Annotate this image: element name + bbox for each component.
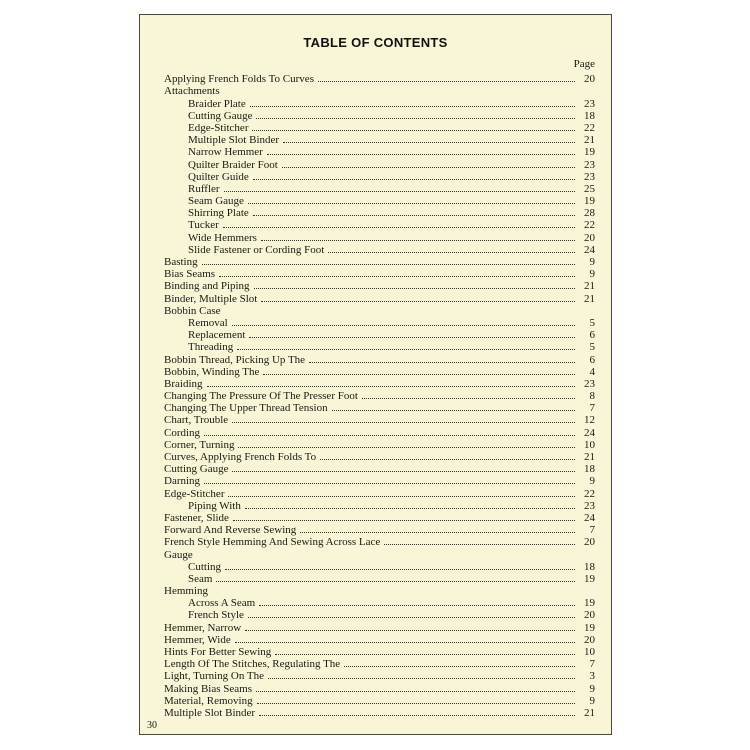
toc-entry [164,524,595,536]
toc-entry-title: Binding and Piping [164,280,250,293]
toc-entry-page-number: 24 [584,243,595,256]
dot-leader [232,422,575,423]
folio-number: 30 [147,720,157,731]
toc-entry-title: Seam Gauge [188,195,244,208]
toc-entry-title: Across A Seam [188,597,256,610]
toc-entry-title: Hemmer, Narrow [164,621,242,634]
toc-entry [164,390,595,402]
toc-entry-title: Narrow Hemmer [188,146,263,159]
dot-leader [318,81,575,82]
toc-entry [164,353,595,365]
toc-entry-page-number: 6 [589,353,595,366]
toc-entry-title: Cutting Gauge [164,463,229,476]
toc-entry-title: Length Of The Stitches, Regulating The [164,658,341,671]
toc-entry-title: Threading [188,341,234,354]
toc-entry-page-number: 24 [584,426,595,439]
toc-entry-title: Binder, Multiple Slot [164,292,258,305]
dot-leader [259,605,575,606]
dot-leader [216,581,575,582]
toc-entry-page-number: 9 [589,694,595,707]
toc-entry-page-number: 21 [584,706,595,719]
toc-entry-page-number: 9 [589,682,595,695]
dot-leader [267,154,575,155]
toc-entry-page-number: 21 [584,451,595,463]
dot-leader [309,362,575,363]
toc-entry-title: Hemming [164,585,208,598]
toc-entry [164,146,595,158]
toc-entry-title: Edge-Stitcher [188,121,249,134]
toc-entry-title: Fastener, Slide [164,511,229,524]
toc-entry [164,134,595,146]
toc-entry-page-number: 18 [584,463,595,476]
toc-entry [164,280,595,292]
page-title: TABLE OF CONTENTS [303,35,448,50]
toc-entry [164,97,595,109]
dot-leader [248,617,575,618]
toc-entry [164,317,595,329]
dot-leader [245,508,575,509]
dot-leader [253,215,575,216]
toc-entry [164,426,595,438]
dot-leader [245,630,575,631]
toc-entry [164,487,595,499]
toc-entry [164,219,595,231]
dot-leader [259,715,575,716]
toc-entry-title: Attachments [164,85,220,98]
toc-entry-title: Seam [188,572,213,585]
toc-entry-page-number: 25 [584,182,595,195]
dot-leader [256,691,575,692]
toc-entry [164,439,595,451]
toc-entry-page-number: 20 [584,73,595,86]
toc-entry-page-number: 6 [589,329,595,342]
toc-entry-title: Bobbin Case [164,304,221,317]
toc-entry [164,207,595,219]
toc-entry-page-number: 23 [584,377,595,390]
toc-entry [164,244,595,256]
toc-entry [164,573,595,585]
toc-entry-title: Wide Hemmers [188,231,257,244]
toc-entry [164,183,595,195]
dot-leader [275,654,575,655]
toc-entry-title: Making Bias Seams [164,682,252,695]
toc-entry-title: Ruffler [188,182,220,195]
dot-leader [328,252,575,253]
dot-leader [204,483,575,484]
toc-entry-title: Multiple Slot Binder [188,134,280,147]
toc-entry-page-number: 5 [589,316,595,329]
toc-entry-title: Corner, Turning [164,438,235,451]
toc-entry-title: Curves, Applying French Folds To [164,451,317,463]
toc-entry-page-number: 24 [584,511,595,524]
toc-entry [164,122,595,134]
dot-leader [263,374,575,375]
toc-entry-title: French Style Hemming And Sewing Across Lace [164,536,381,549]
toc-entry-page-number: 9 [589,256,595,268]
toc-entry-title: Bobbin, Winding The [164,365,260,378]
toc-entry-title: Hints For Better Sewing [164,646,272,658]
toc-entry-page-number: 8 [589,390,595,403]
toc-entry [164,85,595,97]
toc-list [164,73,595,719]
toc-entry [164,463,595,475]
toc-entry [164,682,595,694]
toc-entry-page-number: 7 [589,658,595,671]
toc-entry [164,158,595,170]
toc-entry-title: Cording [164,426,201,439]
toc-entry-title: Tucker [188,219,219,232]
toc-entry-page-number: 19 [584,597,595,610]
toc-entry-title: Slide Fastener or Cording Foot [188,243,325,256]
toc-entry [164,268,595,280]
toc-entry [164,561,595,573]
toc-entry-title: Bias Seams [164,268,216,281]
toc-entry [164,548,595,560]
toc-entry-title: Shirring Plate [188,207,249,220]
toc-entry-title: Quilter Braider Foot [188,158,278,171]
dot-leader [362,398,575,399]
toc-entry [164,597,595,609]
toc-entry [164,658,595,670]
dot-leader [207,386,576,387]
toc-entry-title: Edge-Stitcher [164,487,225,500]
toc-entry [164,256,595,268]
toc-entry-page-number: 10 [584,646,595,658]
dot-leader [219,276,575,277]
toc-entry [164,536,595,548]
toc-entry-page-number: 9 [589,475,595,488]
dot-leader [283,142,575,143]
toc-entry [164,414,595,426]
toc-entry-page-number: 23 [584,170,595,183]
dot-leader [282,167,575,168]
dot-leader [268,678,575,679]
toc-entry-page-number: 22 [584,121,595,134]
dot-leader [204,435,575,436]
toc-entry-page-number: 19 [584,195,595,208]
dot-leader [223,227,575,228]
dot-leader [300,532,575,533]
dot-leader [253,179,575,180]
toc-entry-title: Multiple Slot Binder [164,706,256,719]
dot-leader [254,288,575,289]
toc-entry-title: Replacement [188,329,246,342]
dot-leader [250,106,575,107]
toc-entry-page-number: 12 [584,414,595,427]
page-column-label: Page [573,58,595,70]
toc-entry-page-number: 18 [584,560,595,573]
dot-leader [235,642,575,643]
toc-entry [164,670,595,682]
toc-entry-page-number: 7 [589,402,595,415]
toc-entry-page-number: 23 [584,499,595,512]
toc-entry-title: Bobbin Thread, Picking Up The [164,353,306,366]
toc-entry-page-number: 21 [584,280,595,293]
toc-entry-page-number: 20 [584,609,595,622]
toc-entry [164,73,595,85]
toc-entry-page-number: 23 [584,158,595,171]
toc-entry-page-number: 9 [589,268,595,281]
dot-leader [225,569,575,570]
toc-entry [164,231,595,243]
toc-entry [164,621,595,633]
dot-leader [261,301,575,302]
toc-entry-title: Material, Removing [164,694,253,707]
dot-leader [228,496,575,497]
toc-entry [164,634,595,646]
dot-leader [261,240,575,241]
toc-entry [164,646,595,658]
toc-entry [164,171,595,183]
toc-entry-title: Gauge [164,548,193,561]
toc-entry-title: Changing The Pressure Of The Presser Foot [164,390,358,403]
dot-leader [237,349,575,350]
toc-entry-title: Chart, Trouble [164,414,229,427]
toc-entry-page-number: 28 [584,207,595,220]
toc-entry-title: Cutting Gauge [188,109,253,122]
toc-entry-page-number: 10 [584,438,595,451]
toc-entry [164,451,595,463]
toc-entry [164,378,595,390]
dot-leader [224,191,575,192]
dot-leader [344,666,575,667]
toc-entry-title: Removal [188,316,228,329]
toc-entry-page-number: 19 [584,572,595,585]
dot-leader [332,410,575,411]
toc-entry-title: Cutting [188,560,222,573]
dot-leader [384,544,575,545]
toc-entry-page-number: 23 [584,97,595,110]
dot-leader [232,325,575,326]
toc-entry [164,500,595,512]
toc-entry-title: Forward And Reverse Sewing [164,524,297,537]
toc-entry [164,707,595,719]
toc-entry [164,110,595,122]
toc-entry [164,305,595,317]
toc-entry [164,366,595,378]
toc-entry-page-number: 20 [584,231,595,244]
toc-entry-title: Applying French Folds To Curves [164,73,314,86]
toc-entry-title: Braider Plate [188,97,246,110]
toc-entry [164,341,595,353]
toc-entry-title: Piping With [188,499,241,512]
toc-entry-page-number: 22 [584,219,595,232]
dot-leader [248,203,575,204]
toc-entry-page-number: 21 [584,134,595,147]
toc-entry-title: Darning [164,475,201,488]
toc-entry-page-number: 22 [584,487,595,500]
toc-entry [164,475,595,487]
toc-entry-page-number: 4 [589,365,595,378]
toc-entry-page-number: 19 [584,621,595,634]
toc-entry-page-number: 21 [584,292,595,305]
toc-entry-title: French Style [188,609,244,622]
toc-entry-page-number: 18 [584,109,595,122]
dot-leader [320,459,575,460]
toc-entry [164,585,595,597]
toc-entry-page-number: 19 [584,146,595,159]
toc-entry [164,512,595,524]
toc-entry [164,292,595,304]
dot-leader [256,118,575,119]
toc-entry [164,402,595,414]
dot-leader [252,130,575,131]
toc-entry [164,609,595,621]
dot-leader [249,337,575,338]
toc-entry-page-number: 7 [589,524,595,537]
dot-leader [238,447,575,448]
dot-leader [232,471,575,472]
toc-entry-title: Basting [164,256,198,268]
toc-entry-title: Light, Turning On The [164,670,265,683]
dot-leader [233,520,575,521]
toc-entry-page-number: 20 [584,536,595,549]
dot-leader [257,703,575,704]
toc-entry-page-number: 20 [584,633,595,646]
dot-leader [202,264,575,265]
toc-entry-page-number: 5 [589,341,595,354]
toc-entry [164,329,595,341]
toc-entry [164,195,595,207]
toc-entry-title: Hemmer, Wide [164,633,231,646]
toc-entry [164,695,595,707]
toc-entry-title: Changing The Upper Thread Tension [164,402,328,415]
toc-entry-title: Braiding [164,377,203,390]
toc-entry-page-number: 3 [589,670,595,683]
toc-entry-title: Quilter Guide [188,170,249,183]
document-page [139,14,612,735]
